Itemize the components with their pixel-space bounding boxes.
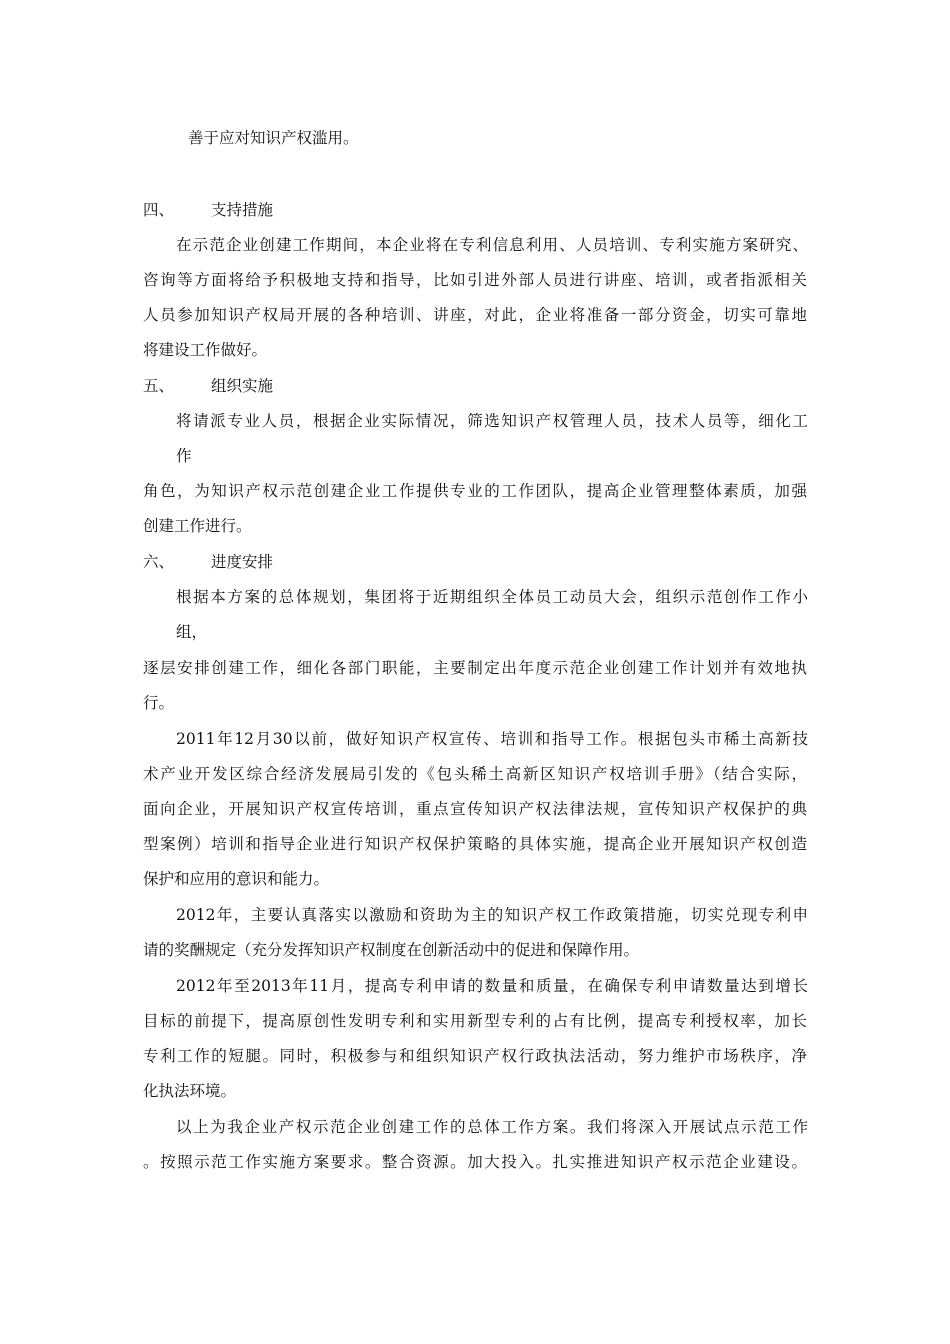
paragraph-line: 术产业开发区综合经济发展局引发的《包头稀土高新区知识产权培训手册》（结合实际， [143, 765, 807, 783]
section-title: 组织实施 [211, 377, 274, 395]
section-number: 四、 [143, 201, 175, 219]
paragraph-line: 2012年至2013年11月，提高专利申请的数量和质量，在确保专利申请数量达到增长 [176, 977, 808, 995]
paragraph-line: 角色，为知识产权示范创建企业工作提供专业的工作团队，提高企业管理整体素质，加强 [143, 482, 807, 500]
section-heading [143, 552, 807, 572]
paragraph-line: 人员参加知识产权局开展的各种培训、讲座，对此，企业将准备一部分资金，切实可靠地 [143, 306, 807, 324]
paragraph-line: 根据本方案的总体规划，集团将于近期组织全体员工动员大会，组织示范创作工作小 [176, 588, 808, 606]
paragraph-line: 目标的前提下，提高原创性发明专利和实用新型专利的占有比例，提高专利授权率，加长 [143, 1012, 807, 1030]
section-heading [143, 200, 807, 220]
paragraph-line: 在示范企业创建工作期间，本企业将在专利信息利用、人员培训、专利实施方案研究、 [176, 236, 808, 254]
paragraph-line: 面向企业，开展知识产权宣传培训，重点宣传知识产权法律法规，宣传知识产权保护的典 [143, 800, 807, 818]
section-heading [143, 376, 807, 396]
paragraph-line: 化执法环境。 [143, 1082, 237, 1100]
paragraph-line: 型案例）培训和指导企业进行知识产权保护策略的具体实施，提高企业开展知识产权创造 [143, 835, 807, 853]
paragraph-line: 行。 [143, 694, 175, 712]
paragraph-line: 将请派专业人员，根据企业实际情况，筛选知识产权管理人员，技术人员等，细化工 [176, 412, 808, 430]
paragraph-line: 善于应对知识产权滥用。 [188, 129, 359, 147]
paragraph-line: 组， [176, 623, 208, 641]
paragraph-line: 作 [176, 447, 192, 465]
paragraph-line: 2012年，主要认真落实以激励和资助为主的知识产权工作政策措施，切实兑现专利申 [176, 906, 808, 924]
paragraph-line: 专利工作的短腿。同时，积极参与和组织知识产权行政执法活动，努力维护市场秩序，净 [143, 1047, 807, 1065]
paragraph-line: 2011年12月30以前，做好知识产权宣传、培训和指导工作。根据包头市稀土高新技 [176, 730, 808, 748]
paragraph-line: 请的奖酬规定（充分发挥知识产权制度在创新活动中的促进和保障作用。 [143, 941, 640, 959]
paragraph-line: 保护和应用的意识和能力。 [143, 870, 330, 888]
section-title: 进度安排 [211, 553, 274, 571]
section-number: 五、 [143, 377, 175, 395]
paragraph-line: 逐层安排创建工作，细化各部门职能，主要制定出年度示范企业创建工作计划并有效地执 [143, 659, 807, 677]
paragraph-line: 创建工作进行。 [143, 517, 252, 535]
paragraph-line: 将建设工作做好。 [143, 341, 268, 359]
paragraph-line: 咨询等方面将给予积极地支持和指导，比如引进外部人员进行讲座、培训，或者指派相关 [143, 271, 807, 289]
paragraph-line: 以上为我企业产权示范企业创建工作的总体工作方案。我们将深入开展试点示范工作 [176, 1118, 808, 1136]
section-number: 六、 [143, 553, 175, 571]
paragraph-line: 。按照示范工作实施方案要求。整合资源。加大投入。扎实推进知识产权示范企业建设。 [143, 1153, 807, 1171]
section-title: 支持措施 [211, 201, 274, 219]
